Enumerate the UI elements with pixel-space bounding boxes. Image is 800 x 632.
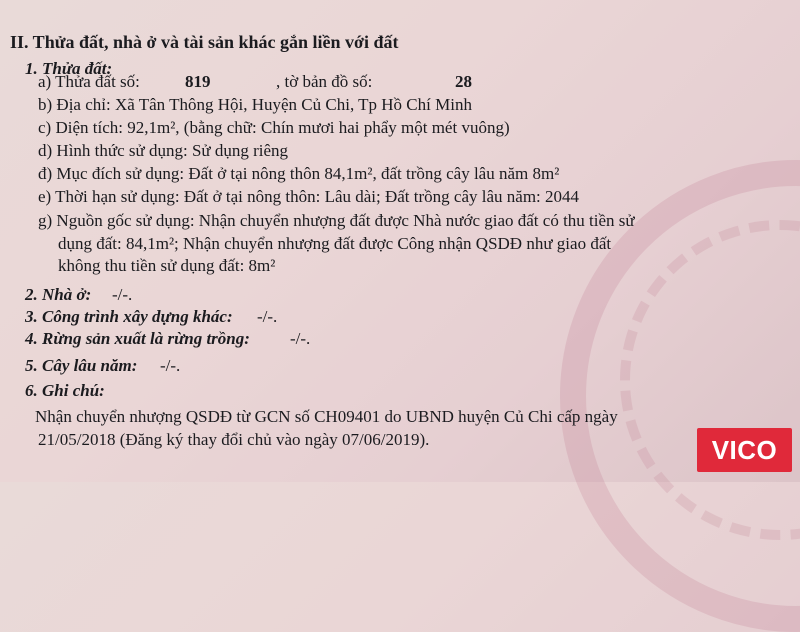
usage-form-line: d) Hình thức sử dụng: Sử dụng riêng — [38, 141, 289, 160]
address-line: b) Địa chỉ: Xã Tân Thông Hội, Huyện Củ Chi, Tp Hồ Chí Minh — [38, 95, 472, 114]
area-line: c) Diện tích: 92,1m², (bằng chữ: Chín mươi hai phẩy một mét vuông) — [38, 118, 510, 137]
notes-line-2: 21/05/2018 (Đăng ký thay đổi chủ vào ngày 07/06/2019). — [38, 430, 430, 449]
origin-line-1: g) Nguồn gốc sử dụng: Nhận chuyển nhượng đất được Nhà nước giao đất có thu tiền sử — [38, 211, 635, 230]
origin-line-3: không thu tiền sử dụng đất: 8m² — [58, 256, 276, 275]
usage-purpose-line: đ) Mục đích sử dụng: Đất ở tại nông thôn 84,1m², đất trồng cây lâu năm 8m² — [38, 164, 560, 183]
perennial-value: -/-. — [160, 356, 181, 375]
origin-line-2: dụng đất: 84,1m²; Nhận chuyển nhượng đất được Công nhận QSDĐ như giao đất — [58, 234, 612, 253]
notes-line-1: Nhận chuyển nhượng QSDĐ từ GCN số CH09401 do UBND huyện Củ Chi cấp ngày — [35, 407, 618, 426]
map-sheet-label: , tờ bản đồ số: — [276, 72, 373, 91]
land-parcel-number-label: a) Thửa đất số: — [38, 72, 140, 91]
forest-value: -/-. — [290, 329, 311, 348]
map-sheet-number: 28 — [455, 72, 472, 91]
house-label: 2. Nhà ở: — [25, 285, 92, 304]
perennial-label: 5. Cây lâu năm: — [25, 356, 138, 375]
usage-term-line: e) Thời hạn sử dụng: Đất ở tại nông thôn: Lâu dài; Đất trồng cây lâu năm: 2044 — [38, 187, 580, 206]
section-title: II. Thửa đất, nhà ở và tài sản khác gắn liền với đất — [10, 32, 399, 52]
vico-logo: VICO — [697, 428, 792, 472]
house-value: -/-. — [112, 285, 133, 304]
land-parcel-number: 819 — [185, 72, 211, 91]
land-heading: 1. Thửa đất: — [25, 59, 113, 78]
construction-label: 3. Công trình xây dựng khác: — [25, 307, 233, 326]
seal-watermark-inner — [620, 220, 800, 540]
construction-value: -/-. — [257, 307, 278, 326]
notes-heading: 6. Ghi chú: — [25, 381, 105, 400]
forest-label: 4. Rừng sản xuất là rừng trồng: — [25, 329, 250, 348]
